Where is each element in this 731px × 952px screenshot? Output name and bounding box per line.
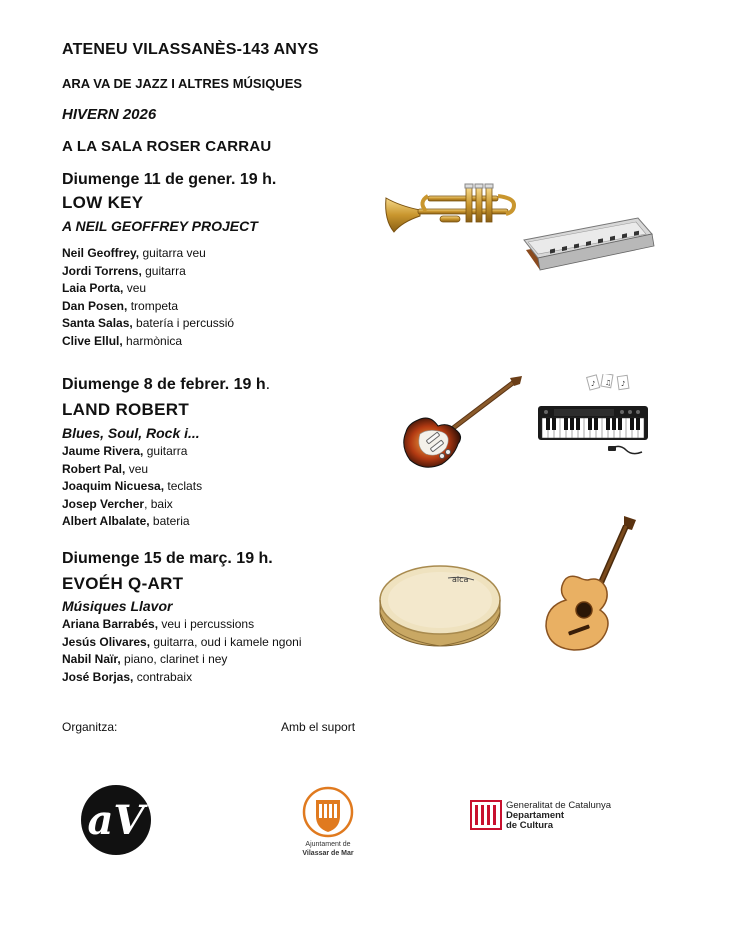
concert-3-lineup	[62, 616, 302, 686]
musician: Laia Porta, veu	[62, 281, 147, 295]
musician: Jaume Rivera, guitarra	[62, 444, 188, 458]
svg-text:♪: ♪	[591, 380, 596, 388]
trumpet-icon	[380, 176, 520, 242]
season: HIVERN 2026	[62, 106, 157, 123]
ajuntament-logo	[290, 786, 366, 858]
organizes-label: Organitza:	[62, 720, 118, 734]
page-title: ATENEU VILASSANÈS-143 ANYS	[62, 41, 319, 58]
concert-2-tagline: Blues, Soul, Rock i...	[62, 425, 200, 441]
musician: Joaquim Nicuesa, teclats	[62, 479, 203, 493]
musician: Jesús Olivares, guitarra, oud i kamele ngoni	[62, 634, 302, 649]
concert-1-lineup	[62, 245, 234, 350]
musician: Jordi Torrens, guitarra	[62, 263, 186, 278]
keyboard-icon	[534, 374, 664, 464]
generalitat-line-3: de Cultura	[506, 820, 553, 831]
venue: A LA SALA ROSER CARRAU	[62, 138, 272, 155]
musician: Josep Vercher, baix	[62, 496, 173, 511]
concert-2-date: Diumenge 8 de febrer. 19 h.	[62, 376, 271, 393]
frame-drum-icon	[378, 560, 506, 652]
ajuntament-line-1: Ajuntament de	[305, 841, 351, 848]
generalitat-line-2: Departament	[506, 810, 565, 821]
concert-3-date: Diumenge 15 de març. 19 h.	[62, 550, 273, 567]
ateneu-logo	[80, 784, 152, 856]
ateneu-logo-text: aV	[87, 797, 145, 844]
concert-1-band: LOW KEY	[62, 193, 144, 212]
musician: José Borjas, contrabaix	[62, 669, 193, 684]
concert-1-tagline: A NEIL GEOFFREY PROJECT	[62, 218, 258, 234]
harmonica-icon	[520, 212, 660, 272]
series-name: ARA VA DE JAZZ I ALTRES MÚSIQUES	[62, 76, 303, 91]
musician: Santa Salas, batería i percussió	[62, 316, 235, 330]
musician: Robert Pal, veu	[62, 461, 149, 476]
musician: Albert Albalate, bateria	[62, 514, 190, 528]
electric-guitar-icon	[398, 374, 524, 472]
concert-2-band: LAND ROBERT	[62, 400, 190, 419]
concert-1-date: Diumenge 11 de gener. 19 h.	[62, 171, 277, 188]
concert-3-tagline: Músiques Llavor	[62, 598, 173, 614]
musician: Dan Posen, trompeta	[62, 298, 179, 313]
svg-text:♪: ♪	[621, 380, 626, 388]
concert-2-lineup	[62, 443, 202, 531]
generalitat-line-1: Generalitat de Catalunya	[506, 800, 612, 811]
musician: Nabil Naïr, piano, clarinet i ney	[62, 652, 228, 666]
svg-text:♫: ♫	[605, 379, 612, 387]
musician: Ariana Barrabés, veu i percussions	[62, 617, 255, 631]
acoustic-guitar-icon	[540, 514, 640, 652]
musician: Clive Ellul, harmònica	[62, 333, 183, 348]
musician: Neil Geoffrey, guitarra veu	[62, 246, 206, 260]
support-label: Amb el suport	[281, 720, 356, 734]
concert-3-band: EVOÉH Q-ART	[62, 574, 184, 593]
ajuntament-line-2: Vilassar de Mar	[302, 850, 354, 857]
svg-text:aica: aica	[452, 575, 469, 584]
